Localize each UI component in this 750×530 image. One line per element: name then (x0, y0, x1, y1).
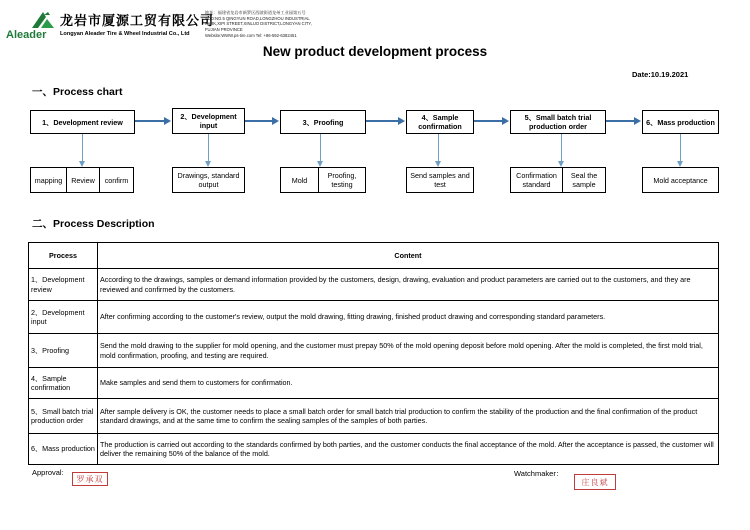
substep-send-samples: Send samples and test (410, 171, 470, 189)
table-row (29, 269, 719, 301)
document-date: Date:10.19.2021 (632, 70, 689, 79)
substep-confirmation-standard: Confirmation standard (516, 171, 557, 189)
row-process: 6、Mass production (29, 434, 98, 465)
watchmaker-signature-stamp: 庄良斌 (574, 474, 616, 490)
approval-signature-stamp: 罗承双 (72, 472, 108, 486)
down-arrow-2 (208, 134, 209, 164)
section-title-process-description: 二、Process Description (32, 218, 155, 230)
table-row (29, 434, 719, 465)
company-name-en: Longyan Aleader Tire & Wheel Industrial Co., Ltd (60, 31, 190, 37)
substeps-small-batch-order (510, 167, 606, 193)
approval-label: Approval: (32, 468, 64, 477)
row-content: After sample delivery is OK, the customer needs to place a small batch order for small batch trial production to confirm the stability of the production and the final confirmation of the product standard drawings, and at the same time to confirm the sealing samples of the samples of both parties. (98, 399, 719, 434)
flow-arrow-1-2 (135, 120, 165, 122)
substeps-proofing (280, 167, 366, 193)
row-content: The production is carried out according to the standards confirmed by both parties, and the customer conducts the final acceptance of the mold. After the acceptance is passed, the customer will deliver the remaining 50% of the balance of the mold. (98, 434, 719, 465)
table-header-row (29, 243, 719, 269)
row-content: According to the drawings, samples or demand information provided by the customers, design, drawing, evaluation and product parameters are carried out to the customers, and they are reviewed and confirmed by the customers. (98, 269, 719, 301)
substep-seal-sample: Seal the sample (562, 168, 605, 192)
row-process: 1、Development review (29, 269, 98, 301)
down-arrow-1 (82, 134, 83, 164)
column-header-content: Content (98, 243, 719, 269)
row-content: Make samples and send them to customers for confirmation. (98, 368, 719, 399)
substep-drawings-standard-output: Drawings, standard output (177, 171, 240, 189)
substeps-development-review (30, 167, 134, 193)
down-arrow-4 (438, 134, 439, 164)
substep-review: Review (66, 168, 99, 192)
flow-arrow-2-3 (245, 120, 273, 122)
step-box-development-input: 2、Development input (172, 108, 245, 134)
section-title-process-chart: 一、Process chart (32, 86, 123, 98)
row-process: 5、Small batch trial production order (29, 399, 98, 434)
step-box-proofing: 3、Proofing (280, 110, 366, 134)
company-name-cn: 龙岩市厦源工贸有限公司 (60, 13, 215, 28)
table-row (29, 334, 719, 368)
down-arrow-3 (320, 134, 321, 164)
substep-mapping: mapping (34, 175, 63, 185)
table-row (29, 301, 719, 334)
down-arrow-6 (680, 134, 681, 164)
substep-proofing-testing: Proofing, testing (318, 168, 365, 192)
step-box-mass-production: 6、Mass production (642, 110, 719, 134)
table-row (29, 399, 719, 434)
row-content: After confirming according to the customer's review, output the mold drawing, fitting drawing, finished product drawing and corresponding standard parameters. (98, 301, 719, 334)
substeps-development-input (172, 167, 245, 193)
down-arrow-5 (561, 134, 562, 164)
step-box-development-review: 1、Development review (30, 110, 135, 134)
page-title: New product development process (262, 44, 488, 59)
row-process: 2、Development input (29, 301, 98, 334)
table-row (29, 368, 719, 399)
substep-mold: Mold (291, 175, 308, 185)
company-contact: Website:WWW.ps-tire.com Tel: +86-592-6382451 (205, 33, 297, 38)
company-logo-icon (30, 10, 56, 30)
flow-arrow-3-4 (366, 120, 399, 122)
flow-arrow-5-6 (606, 120, 635, 122)
column-header-process: Process (29, 243, 98, 269)
step-box-small-batch-order: 5、Small batch trial production order (510, 110, 606, 134)
step-box-sample-confirmation: 4、Sample confirmation (406, 110, 474, 134)
flow-arrow-4-5 (474, 120, 503, 122)
row-content: Send the mold drawing to the supplier for mold opening, and the customer must prepay 50% of the mold opening deposit before mold opening. After the mold is completed, the first mold trial, mold confirmation, proofing, and testing are required. (98, 334, 719, 368)
watchmaker-label: Watchmaker： (514, 469, 564, 478)
substep-mold-acceptance: Mold acceptance (653, 175, 708, 185)
row-process: 3、Proofing (29, 334, 98, 368)
logo-text: Aleader (6, 29, 47, 41)
company-address: 地址：福建省龙岩市新罗区西陂街道龙州工业园第五号 ADD:NO.5 QINGYUN ROAD,LONGZHOU INDUSTRIAL PARK,XIPI STREET,XINLUO DISTRICT,LONGYAN CITY, FUJIAN PROVINCE (205, 10, 312, 32)
substep-confirm: confirm (99, 168, 133, 192)
process-description-table (28, 242, 719, 465)
substeps-mass-production (642, 167, 719, 193)
row-process: 4、Sample confirmation (29, 368, 98, 399)
substeps-sample-confirmation (406, 167, 474, 193)
